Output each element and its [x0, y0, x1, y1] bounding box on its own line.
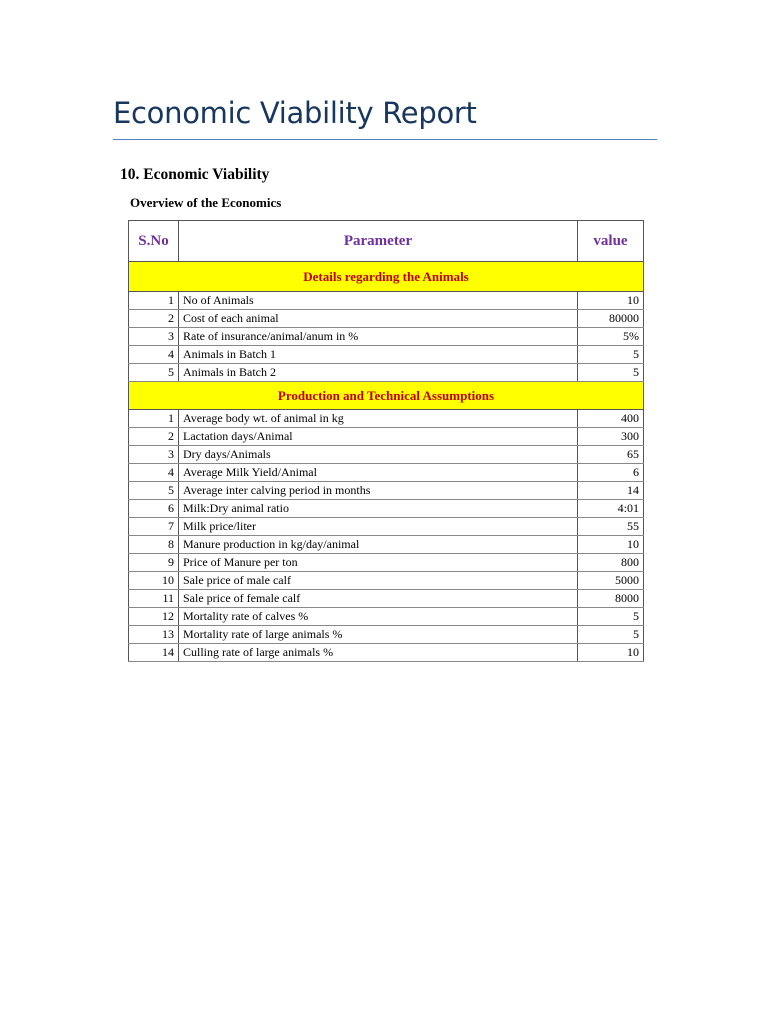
sno-cell: 4 [129, 346, 179, 364]
sno-cell: 12 [129, 608, 179, 626]
sno-cell: 1 [129, 410, 179, 428]
parameter-cell: Sale price of male calf [179, 572, 578, 590]
table-row [129, 644, 644, 662]
table-row [129, 500, 644, 518]
table-row [129, 608, 644, 626]
table-row [129, 428, 644, 446]
value-cell: 80000 [578, 310, 644, 328]
sno-cell: 2 [129, 310, 179, 328]
parameter-cell: Animals in Batch 2 [179, 364, 578, 382]
parameter-cell: Average inter calving period in months [179, 482, 578, 500]
table-row [129, 626, 644, 644]
group-header-row [129, 262, 644, 292]
table-row [129, 536, 644, 554]
value-cell: 4:01 [578, 500, 644, 518]
parameter-cell: Manure production in kg/day/animal [179, 536, 578, 554]
table-row [129, 410, 644, 428]
sub-heading: Overview of the Economics [130, 195, 282, 210]
parameter-cell: Culling rate of large animals % [179, 644, 578, 662]
parameter-cell: Cost of each animal [179, 310, 578, 328]
sno-cell: 3 [129, 328, 179, 346]
parameter-cell: Average Milk Yield/Animal [179, 464, 578, 482]
value-cell: 55 [578, 518, 644, 536]
parameter-cell: Milk price/liter [179, 518, 578, 536]
table-row [129, 364, 644, 382]
document-title: Economic Viability Report [113, 96, 477, 130]
parameter-cell: Mortality rate of calves % [179, 608, 578, 626]
table-row [129, 572, 644, 590]
table-row [129, 446, 644, 464]
table-row [129, 464, 644, 482]
parameter-cell: Rate of insurance/animal/anum in % [179, 328, 578, 346]
table-body [129, 262, 644, 662]
sno-cell: 8 [129, 536, 179, 554]
value-cell: 5 [578, 346, 644, 364]
header-value: value [578, 221, 644, 262]
economics-table [128, 220, 644, 662]
sno-cell: 5 [129, 364, 179, 382]
table-row [129, 482, 644, 500]
value-cell: 5 [578, 608, 644, 626]
value-cell: 800 [578, 554, 644, 572]
sno-cell: 6 [129, 500, 179, 518]
table-row [129, 346, 644, 364]
table-row [129, 310, 644, 328]
value-cell: 8000 [578, 590, 644, 608]
table-row [129, 590, 644, 608]
group-title: Production and Technical Assumptions [129, 382, 644, 410]
value-cell: 10 [578, 292, 644, 310]
sno-cell: 5 [129, 482, 179, 500]
value-cell: 10 [578, 644, 644, 662]
parameter-cell: Mortality rate of large animals % [179, 626, 578, 644]
sno-cell: 14 [129, 644, 179, 662]
sno-cell: 3 [129, 446, 179, 464]
sno-cell: 4 [129, 464, 179, 482]
parameter-cell: Price of Manure per ton [179, 554, 578, 572]
value-cell: 400 [578, 410, 644, 428]
value-cell: 6 [578, 464, 644, 482]
table-row [129, 292, 644, 310]
group-title: Details regarding the Animals [129, 262, 644, 292]
header-parameter: Parameter [179, 221, 578, 262]
value-cell: 5% [578, 328, 644, 346]
parameter-cell: Lactation days/Animal [179, 428, 578, 446]
parameter-cell: Sale price of female calf [179, 590, 578, 608]
table-row [129, 554, 644, 572]
header-sno: S.No [129, 221, 179, 262]
sno-cell: 9 [129, 554, 179, 572]
table-row [129, 328, 644, 346]
sno-cell: 1 [129, 292, 179, 310]
title-underline [113, 139, 657, 140]
value-cell: 5 [578, 626, 644, 644]
section-heading: 10. Economic Viability [120, 166, 270, 183]
parameter-cell: No of Animals [179, 292, 578, 310]
parameter-cell: Animals in Batch 1 [179, 346, 578, 364]
parameter-cell: Average body wt. of animal in kg [179, 410, 578, 428]
parameter-cell: Dry days/Animals [179, 446, 578, 464]
value-cell: 14 [578, 482, 644, 500]
value-cell: 10 [578, 536, 644, 554]
sno-cell: 10 [129, 572, 179, 590]
value-cell: 300 [578, 428, 644, 446]
value-cell: 5 [578, 364, 644, 382]
parameter-cell: Milk:Dry animal ratio [179, 500, 578, 518]
sno-cell: 7 [129, 518, 179, 536]
value-cell: 5000 [578, 572, 644, 590]
sno-cell: 11 [129, 590, 179, 608]
sno-cell: 2 [129, 428, 179, 446]
value-cell: 65 [578, 446, 644, 464]
table-row [129, 518, 644, 536]
table-header-row [129, 221, 644, 262]
sno-cell: 13 [129, 626, 179, 644]
group-header-row [129, 382, 644, 410]
